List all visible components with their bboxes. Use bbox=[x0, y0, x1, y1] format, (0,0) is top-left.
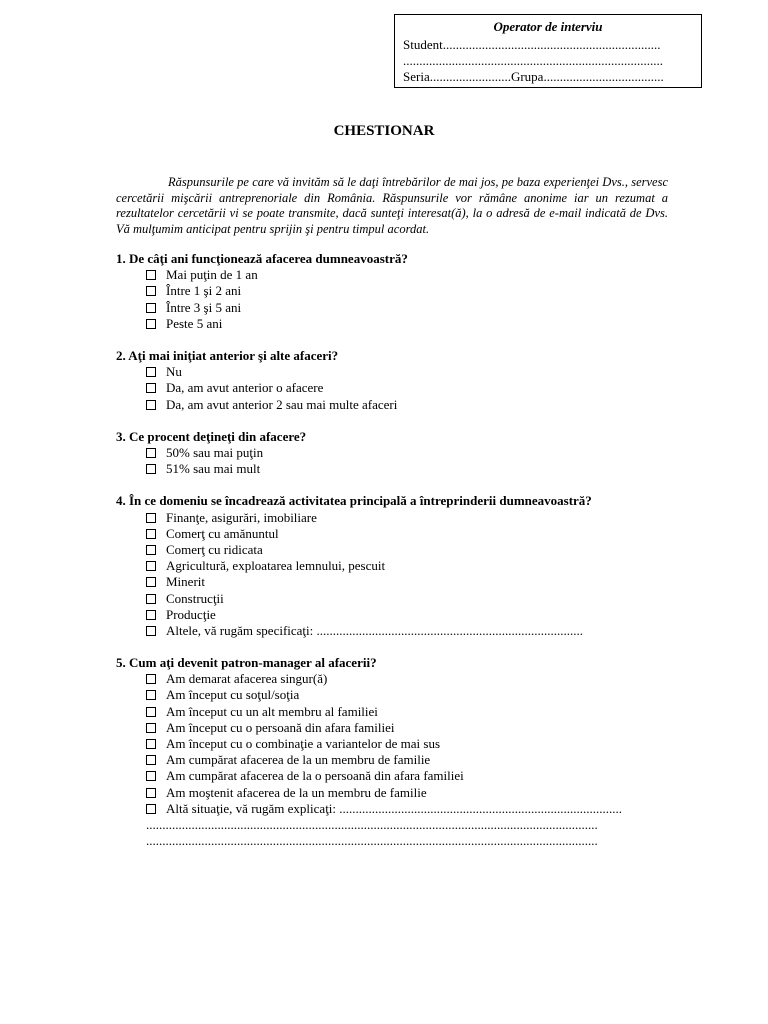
option-row[interactable] bbox=[116, 590, 676, 606]
page-title: CHESTIONAR bbox=[333, 123, 435, 139]
option-row[interactable] bbox=[116, 623, 676, 639]
checkbox[interactable] bbox=[146, 529, 156, 539]
option-label: 51% sau mai mult bbox=[166, 461, 261, 477]
question-2 bbox=[116, 348, 676, 413]
checkbox[interactable] bbox=[146, 286, 156, 296]
option-row[interactable] bbox=[116, 736, 676, 752]
option-label: Da, am avut anterior o afacere bbox=[166, 380, 324, 396]
option-label: Am cumpărat afacerea de la o persoană din afara familiei bbox=[166, 768, 464, 784]
option-label: Da, am avut anterior 2 sau mai multe afaceri bbox=[166, 396, 398, 412]
option-label: Construcţii bbox=[166, 590, 224, 606]
checkbox[interactable] bbox=[146, 577, 156, 587]
option-label: Am demarat afacerea singur(ă) bbox=[166, 671, 328, 687]
seria-grupa-field[interactable]: Seria.........................Grupa..................................... bbox=[403, 69, 664, 84]
option-row[interactable] bbox=[116, 687, 676, 703]
checkbox[interactable] bbox=[146, 303, 156, 313]
option-label: Minerit bbox=[166, 574, 205, 590]
student-field[interactable]: Student................................................................... bbox=[403, 37, 661, 52]
checkbox[interactable] bbox=[146, 545, 156, 555]
option-row[interactable] bbox=[116, 752, 676, 768]
question-title: 4. În ce domeniu se încadrează activitatea principală a întreprinderii dumneavoastră? bbox=[116, 493, 592, 509]
question-title: 5. Cum aţi devenit patron-manager al afacerii? bbox=[116, 655, 377, 670]
option-row[interactable] bbox=[116, 364, 676, 380]
question-title: 3. Ce procent deţineţi din afacere? bbox=[116, 428, 307, 444]
answer-line[interactable]: ........................................................................................................................................... bbox=[146, 816, 598, 832]
checkbox[interactable] bbox=[146, 367, 156, 377]
checkbox[interactable] bbox=[146, 674, 156, 684]
checkbox[interactable] bbox=[146, 723, 156, 733]
checkbox[interactable] bbox=[146, 594, 156, 604]
checkbox[interactable] bbox=[146, 319, 156, 329]
checkbox[interactable] bbox=[146, 400, 156, 410]
checkbox[interactable] bbox=[146, 804, 156, 814]
checkbox[interactable] bbox=[146, 755, 156, 765]
option-row[interactable] bbox=[116, 574, 676, 590]
option-row[interactable] bbox=[116, 461, 676, 477]
checkbox[interactable] bbox=[146, 561, 156, 571]
checkbox[interactable] bbox=[146, 690, 156, 700]
option-row[interactable] bbox=[116, 510, 676, 526]
option-label: Am început cu o combinaţie a variantelor de mai sus bbox=[166, 736, 440, 752]
option-label: Comerţ cu ridicata bbox=[166, 541, 263, 557]
option-row[interactable] bbox=[116, 720, 676, 736]
option-label: Am început cu soţul/soţia bbox=[166, 687, 300, 703]
option-row[interactable] bbox=[116, 397, 676, 413]
option-label: Peste 5 ani bbox=[166, 315, 223, 331]
option-row[interactable] bbox=[116, 445, 676, 461]
question-4 bbox=[116, 493, 676, 639]
option-row[interactable] bbox=[116, 283, 676, 299]
student-field-continued[interactable]: ................................................................................ bbox=[403, 53, 663, 68]
checkbox[interactable] bbox=[146, 448, 156, 458]
option-label: 50% sau mai puţin bbox=[166, 445, 264, 461]
checkbox[interactable] bbox=[146, 771, 156, 781]
checkbox[interactable] bbox=[146, 626, 156, 636]
option-label: Agricultură, exploatarea lemnului, pescuit bbox=[166, 558, 386, 574]
checkbox[interactable] bbox=[146, 383, 156, 393]
question-3 bbox=[116, 429, 676, 478]
checkbox[interactable] bbox=[146, 739, 156, 749]
option-row[interactable] bbox=[116, 801, 676, 817]
option-label: Am început cu o persoană din afara familiei bbox=[166, 719, 395, 735]
option-row[interactable] bbox=[116, 380, 676, 396]
option-label: Am cumpărat afacerea de la un membru de familie bbox=[166, 752, 431, 768]
option-row[interactable] bbox=[116, 785, 676, 801]
option-label: Am început cu un alt membru al familiei bbox=[166, 703, 378, 719]
checkbox[interactable] bbox=[146, 270, 156, 280]
option-row[interactable] bbox=[116, 316, 676, 332]
option-label: Producţie bbox=[166, 606, 216, 622]
questions-list bbox=[116, 251, 676, 865]
option-label: Nu bbox=[166, 364, 182, 380]
option-row[interactable] bbox=[116, 526, 676, 542]
intro-paragraph: Răspunsurile pe care vă invităm să le daţi întrebărilor de mai jos, pe baza experienţei Dvs., servesc cercetării mişcării antreprenoriale din România. Răspunsurile vor rămâne anonime iar un rezumat a rezultatelor cercetării vi se poate transmite, dacă sunteţi interesat(ă), la o adresă de e-mail indicată de Dvs. Vă mulţumim anticipat pentru sprijin şi pentru timpul acordat. bbox=[116, 175, 668, 236]
question-title: 1. De câţi ani funcţionează afacerea dumneavoastră? bbox=[116, 251, 408, 266]
answer-line[interactable]: ........................................................................................................................................... bbox=[146, 833, 598, 849]
question-title: 2. Aţi mai iniţiat anterior şi alte afaceri? bbox=[116, 347, 339, 363]
question-5 bbox=[116, 655, 676, 849]
question-1 bbox=[116, 251, 676, 332]
option-row[interactable] bbox=[116, 671, 676, 687]
option-label: Mai puţin de 1 an bbox=[166, 267, 258, 283]
option-label: Finanţe, asigurări, imobiliare bbox=[166, 509, 317, 525]
option-label: Între 1 şi 2 ani bbox=[166, 283, 242, 299]
option-label: Altă situaţie, vă rugăm explicaţi: ....................................................................................... bbox=[166, 800, 623, 816]
operator-title: Operator de interviu bbox=[493, 19, 603, 34]
option-label: Între 3 şi 5 ani bbox=[166, 299, 242, 315]
option-row[interactable] bbox=[116, 300, 676, 316]
checkbox[interactable] bbox=[146, 610, 156, 620]
option-label: Altele, vă rugăm specificaţi: .................................................................................. bbox=[166, 622, 584, 638]
checkbox[interactable] bbox=[146, 788, 156, 798]
option-row[interactable] bbox=[116, 267, 676, 283]
option-label: Comerţ cu amănuntul bbox=[166, 525, 279, 541]
checkbox[interactable] bbox=[146, 707, 156, 717]
checkbox[interactable] bbox=[146, 464, 156, 474]
option-row[interactable] bbox=[116, 704, 676, 720]
option-row[interactable] bbox=[116, 558, 676, 574]
option-row[interactable] bbox=[116, 768, 676, 784]
option-label: Am moştenit afacerea de la un membru de familie bbox=[166, 784, 427, 800]
checkbox[interactable] bbox=[146, 513, 156, 523]
operator-box bbox=[394, 14, 702, 88]
option-row[interactable] bbox=[116, 607, 676, 623]
option-row[interactable] bbox=[116, 542, 676, 558]
